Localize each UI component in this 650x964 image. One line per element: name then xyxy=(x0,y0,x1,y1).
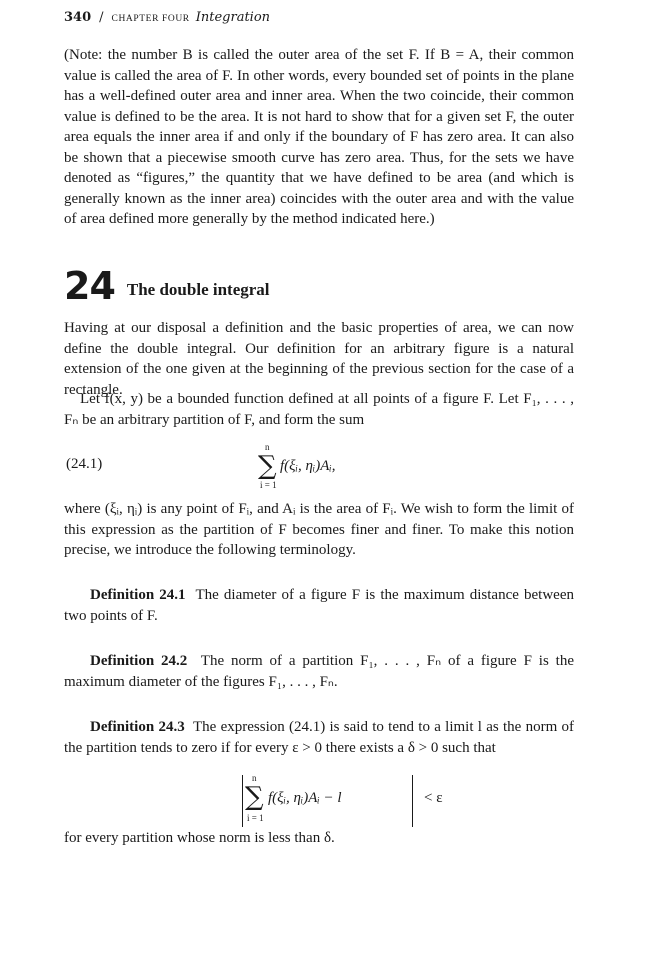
after-equation-paragraph: where (ξᵢ, ηᵢ) is any point of Fᵢ, and Aᵢ is the area of Fᵢ. We wish to form the limit of this expression as the partition of F becomes finer and finer. To make this notion precise, we introduce the following terminology. xyxy=(64,501,574,558)
limit-inequality xyxy=(242,775,482,827)
definition-24-2 xyxy=(64,651,574,692)
inequality-body: f(ξᵢ, ηᵢ)Aᵢ − l xyxy=(268,790,342,806)
definition-label: Definition 24.1 xyxy=(90,587,186,603)
sigma-symbol: ∑ xyxy=(258,451,277,481)
chapter-label: CHAPTER FOUR xyxy=(111,14,190,24)
section-title: The double integral xyxy=(126,280,270,299)
sigma-symbol: ∑ xyxy=(245,782,264,812)
intro-paragraph: Having at our disposal a definition and the basic properties of area, we can now define the double integral. Our definition for an arbitrary figure is a natural extension of the one given at the beginning of the previous section for the case of a rectangle. xyxy=(64,320,574,398)
sum-lower-limit: i = 1 xyxy=(260,480,277,490)
sum-upper-limit: n xyxy=(252,773,257,783)
definition-text: The diameter of a figure F is the maximum distance between two points of F. xyxy=(64,587,574,624)
sum-lower-limit: i = 1 xyxy=(247,813,264,823)
header-separator: / xyxy=(99,10,104,25)
note-paragraph: (Note: the number B is called the outer area of the set F. If B = A, their common value is called the area of F. In other words, every bounded set of points in the plane has a well-defined outer area and inner area. When the two coincide, their common value is defined to be the area. It is not hard to show that for a given set F, the outer area equals the inner area if and only if the boundary of F has zero area. It can also be shown that a piecewise smooth curve has zero area. Thus, for the sets we have denoted as “figures,” the quantity that we have defined to be area (and which is generally known as the inner area) coincides with the outer area and with the value of area defined more generally by the method indicated here.) xyxy=(64,47,574,227)
absolute-bar-right xyxy=(412,775,413,827)
partition-paragraph: Let f(x, y) be a bounded function defined at all points of a figure F. Let F₁, . . . , Fₙ be an arbitrary partition of F, and form the sum xyxy=(64,391,574,428)
definition-24-3 xyxy=(64,717,574,758)
section-number: 24 xyxy=(64,264,115,308)
page-number: 340 xyxy=(64,10,92,25)
sum-body: f(ξᵢ, ηᵢ)Aᵢ, xyxy=(280,458,336,474)
section-heading xyxy=(64,264,270,308)
chapter-title: Integration xyxy=(195,10,271,25)
definition-label: Definition 24.3 xyxy=(90,719,185,735)
definition-text: The norm of a partition F₁, . . . , Fₙ of a figure F is the maximum diameter of the figures F₁, . . . , Fₙ. xyxy=(64,653,574,690)
equation-label: (24.1) xyxy=(66,456,103,472)
closing-paragraph: for every partition whose norm is less than δ. xyxy=(64,830,335,846)
running-header xyxy=(64,10,270,25)
sum-upper-limit: n xyxy=(265,442,270,452)
definition-24-1 xyxy=(64,585,574,626)
inequality-relation: < ε xyxy=(424,790,443,806)
definition-label: Definition 24.2 xyxy=(90,653,188,669)
definition-text: The expression (24.1) is said to tend to a limit l as the norm of the partition tends to zero if for every ε > 0 there exists a δ > 0 such that xyxy=(64,719,575,756)
equation-24-1 xyxy=(256,444,456,492)
absolute-bar-left xyxy=(242,775,243,827)
